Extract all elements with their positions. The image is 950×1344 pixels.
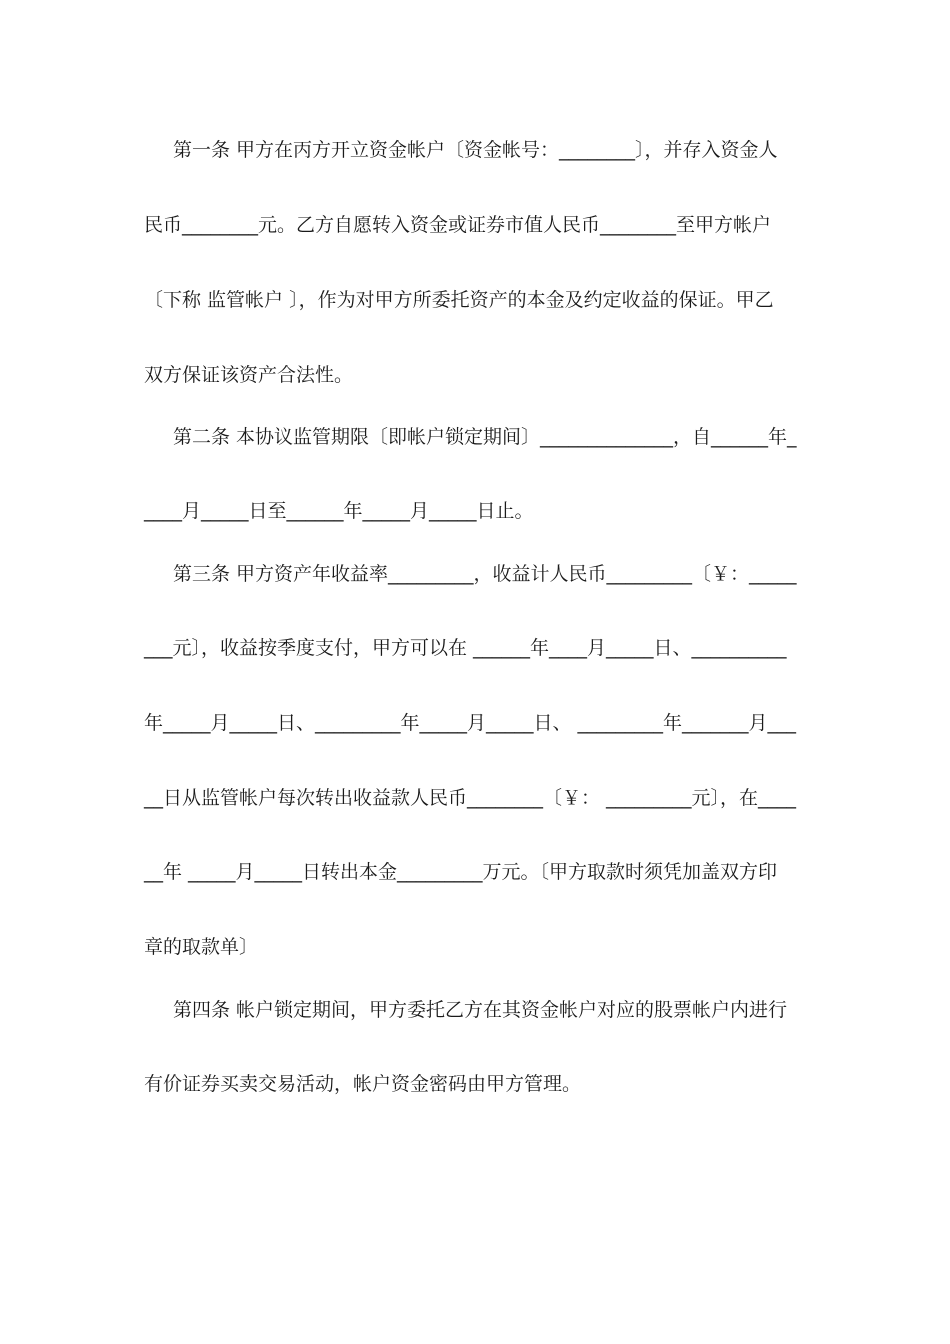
article-3-line-3: [0, 703, 950, 743]
article-2-text-1: 第二条 本协议监管期限〔即帐户锁定期间〕______________，自______年_: [173, 426, 797, 448]
article-3-text-4: __日从监管帐户每次转出收益款人民币________〔￥： _________元〕，在____: [144, 787, 797, 809]
article-1-line-3: [0, 280, 950, 320]
article-1-text-4: 双方保证该资产合法性。: [144, 364, 354, 386]
article-1-line-1: [0, 130, 950, 170]
article-3-line-4: [0, 778, 950, 818]
article-3-text-3: 年_____月_____日、_________年_____月_____日、 _________年_______月___: [144, 712, 797, 734]
article-2-text-2: ____月_____日至______年_____月_____日止。: [144, 500, 534, 522]
article-4-line-2: [0, 1064, 950, 1104]
article-4-text-2: 有价证券买卖交易活动，帐户资金密码由甲方管理。: [144, 1073, 582, 1095]
article-1-text-1: 第一条 甲方在丙方开立资金帐户〔资金帐号：________〕，并存入资金人: [173, 139, 778, 161]
article-4-line-1: [0, 990, 950, 1030]
article-3-line-5: [0, 852, 950, 892]
article-3-text-2: ___元〕，收益按季度支付，甲方可以在 ______年____月_____日、__________: [144, 637, 787, 659]
article-1-line-4: [0, 355, 950, 395]
article-4-text-1: 第四条 帐户锁定期间，甲方委托乙方在其资金帐户对应的股票帐户内进行: [173, 999, 788, 1021]
article-3-line-1: [0, 554, 950, 594]
article-1-line-2: [0, 205, 950, 245]
article-3-text-5: __年 _____月_____日转出本金_________万元。〔甲方取款时须凭加盖双方印: [144, 861, 778, 883]
article-1-text-2: 民币________元。乙方自愿转入资金或证券市值人民币________至甲方帐户: [144, 214, 772, 236]
article-2-line-1: [0, 417, 950, 457]
article-3-line-2: [0, 628, 950, 668]
article-2-line-2: [0, 491, 950, 531]
article-3-text-6: 章的取款单〕: [144, 936, 259, 958]
article-1-text-3: 〔下称 监管帐户 〕，作为对甲方所委托资产的本金及约定收益的保证。甲乙: [144, 289, 774, 311]
article-3-text-1: 第三条 甲方资产年收益率_________，收益计人民币_________〔￥：_____: [173, 563, 797, 585]
article-3-line-6: [0, 927, 950, 967]
